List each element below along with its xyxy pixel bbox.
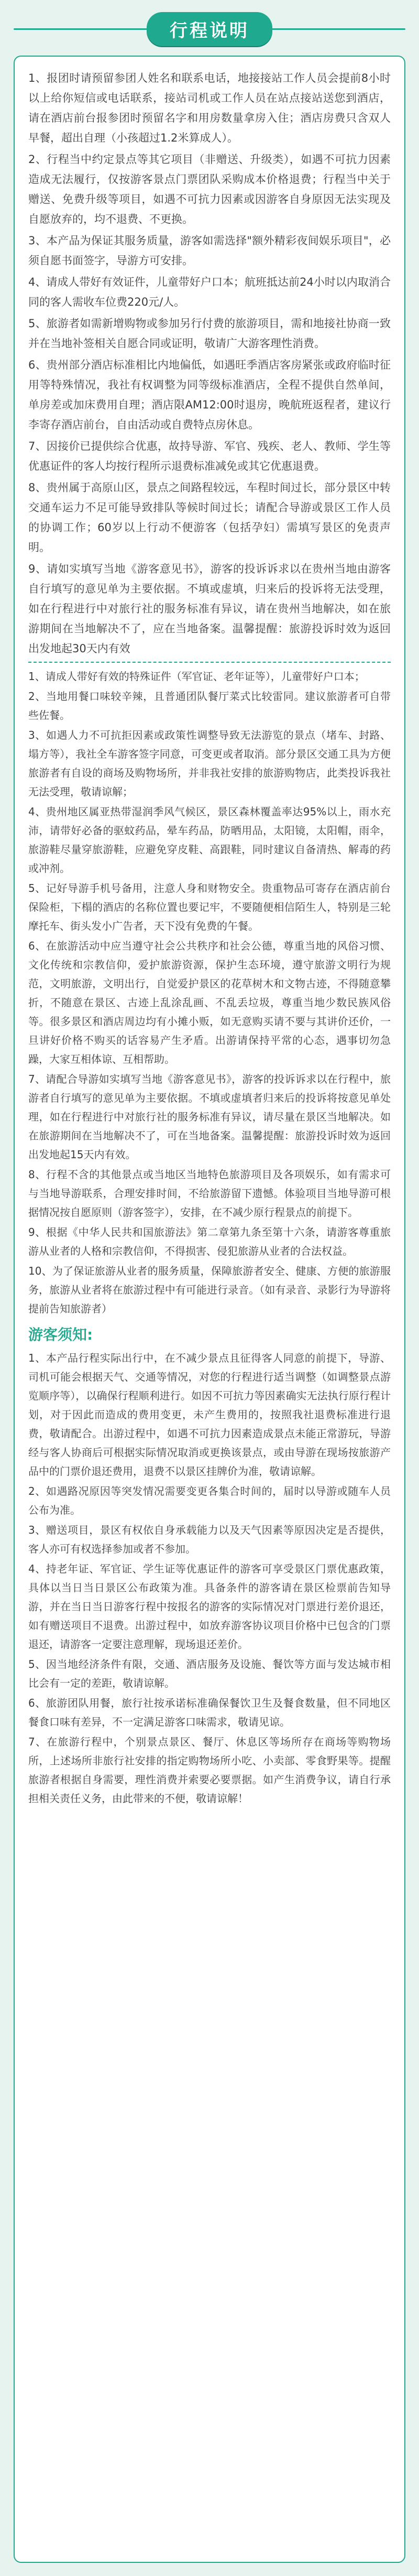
subnote-item: 10、为了保证旅游从业者的服务质量，保障旅游者安全、健康、方便的旅游服务，旅游从业者将在旅游过程中有可能进行录音。（如有录音、录影行为导游将提前告知旅游者） <box>28 1265 391 1315</box>
subnote-item: 7、请配合导游如实填写当地《游客意见书》，游客的投诉诉求以在行程中，旅游者自行填写的意见单为主要依据。不填或虚填者归来后的投诉将按意见单处理，如在行程进行中对旅行社的服务标准有异议，请尽量在景区当地解决。如在旅游期间在当地解决不了，可在当地备案。温馨提醒：旅游投诉时效为返回出发地起15天内有效。 <box>28 1073 391 1161</box>
subnote-item: 6、在旅游活动中应当遵守社会公共秩序和社会公德，尊重当地的风俗习惯、文化传统和宗教信仰，爱护旅游资源，保护生态环境，遵守旅游文明行为规范，文明旅游，文明出行，自觉爱护景区的花草树木和文物古迹，不得随意攀折，不随意在景区、古迹上乱涂乱画、不乱丢垃圾，尊重当地少数民族风俗等。很多景区和酒店周边均有小摊小贩，如无意购买请不要与其讲价还价，一旦讲好价格不购买的话容易产生矛盾。出游请保持平常的心态，遇事切勿急躁，大家互相体谅、互相帮助。 <box>28 940 391 1065</box>
tip-item: 6、旅游团队用餐，旅行社按承诺标准确保餐饮卫生及餐食数量，但不同地区餐食口味有差异，不一定满足游客口味需求，敬请见谅。 <box>28 1697 391 1728</box>
itinerary-card <box>14 56 405 2563</box>
subnote-item: 5、记好导游手机号备用，注意人身和财物安全。贵重物品可寄存在酒店前台保险柜，下榻的酒店的名称位置也要记牢，不要随便相信陌生人，特别是三轮摩托车、街头发小广告者，天下没有免费的午餐。 <box>28 882 391 932</box>
tip-item: 3、赠送项目，景区有权依自身承载能力以及天气因素等原因决定是否提供，客人亦可有权选择参加或者不参加。 <box>28 1524 391 1555</box>
notice-item: 9、请如实填写当地《游客意见书》，游客的投诉诉求以在贵州当地由游客自行填写的意见单为主要依据。不填或虚填，归来后的投诉将无法受理，如在行程进行中对旅行社的服务标准有异议，请在贵州当地解决，如在旅游期间在当地解决不了，应在当地备案。温馨提醒：旅游投诉时效为返回出发地起30天内有效 <box>28 563 391 655</box>
page-title: 行程说明 <box>147 12 272 46</box>
subnote-item: 8、行程不含的其他景点或当地区当地特色旅游项目及各项娱乐，如有需求可与当地导游联系，合理安排时间，不给旅游留下遗憾。体验项目当地导游可根据情况按自愿原则（游客签字），安排，在不减少原行程景点的前提下。 <box>28 1168 391 1219</box>
notice-item: 6、贵州部分酒店标准相比内地偏低，如遇旺季酒店客房紧张或政府临时征用等特殊情况，我社有权调整为同等级标准酒店，全程不提供自然单间，单房差或加床费用自理；酒店限AM12:00时退房，晚航班返程者，建议行李寄存酒店前台，自由活动或自费特点房休息。 <box>28 359 391 431</box>
section-divider <box>28 662 391 663</box>
notice-item: 7、因接价已提供综合优惠，故持导游、军官、残疾、老人、教师、学生等优惠证件的客人均按行程所示退费标准减免或其它优惠退费。 <box>28 440 391 472</box>
subnote-item: 2、当地用餐口味较辛辣，且普通团队餐厅菜式比较雷同。建议旅游者可自带些佐餐。 <box>28 690 391 721</box>
title-banner <box>14 9 405 48</box>
notice-item: 2、行程当中约定景点等其它项目（非赠送、升级类），如遇不可抗力因素造成无法履行，仅按游客景点门票团队采购成本价格退费；行程当中关于赠送、免费升级等项目，如遇不可抗力因素或因游客自身原因无法实现及自愿放弃的，均不退费、不更换。 <box>28 153 391 225</box>
subnote-item: 3、如遇人力不可抗拒因素或政策性调整导致无法游览的景点（堵车、封路、塌方等），我社全车游客签字同意，可变更或者取消。部分景区交通工具为方便旅游者有自设的商场及购物场所，并非我社安排的旅游购物店，此类投诉我社无法受理，敬请谅解； <box>28 729 391 798</box>
notice-item: 5、旅游者如需新增购物或参加另行付费的旅游项目，需和地接社协商一致并在当地补签相关自愿合同或证明，敬请广大游客理性消费。 <box>28 317 391 350</box>
tip-list <box>28 1349 391 1808</box>
notice-item: 4、请成人带好有效证件，儿童带好户口本；航班抵达前24小时以内取消合同的客人需收车位费220元/人。 <box>28 276 391 308</box>
notice-item: 1、报团时请预留参团人姓名和联系电话，地接接站工作人员会提前8小时以上给你短信或电话联系，接站司机或工作人员在站点接站送您到酒店，请在酒店前台报参团时预留名字和用房数量拿房入住；酒店房费只含双人早餐，超出自理（小孩超过1.2米算成人）。 <box>28 72 391 144</box>
subnote-list <box>28 667 391 1318</box>
notice-list <box>28 68 391 659</box>
subnote-item: 4、贵州地区属亚热带湿润季风气候区，景区森林覆盖率达95%以上，雨水充沛，请带好必备的驱蚊药品，晕车药品，防晒用品，太阳镜，太阳帽，雨伞，旅游鞋尽量穿旅游鞋，应避免穿皮鞋、高跟鞋，同时建议自备清热、解毒的药或冲剂。 <box>28 805 391 875</box>
tips-heading: 游客须知: <box>28 1326 93 1343</box>
tip-item: 5、因当地经济条件有限，交通、酒店服务及设施、餐饮等方面与发达城市相比会有一定的差距，敬请谅解。 <box>28 1658 391 1689</box>
tip-item: 1、本产品行程实际出行中，在不减少景点且征得客人同意的前提下，导游、司机可能会根据天气、交通等情况，对您的行程进行适当调整（如调整景点游览顺序等），以确保行程顺利进行。如因不可抗力等因素确实无法执行原行程计划，对于因此而造成的费用变更，未产生费用的，按照我社退费标准进行退费，敬请配合。出游过程中，如遇不可抗力因素造成景点未能正常游玩，导游经与客人协商后可根据实际情况取消或更换该景点，或由导游在现场按旅游产品中的门票价退还费用，退费不以景区挂牌价为准，敬请谅解。 <box>28 1352 391 1478</box>
subnote-item: 1、请成人带好有效的特殊证件（军官证、老年证等），儿童带好户口本； <box>28 670 365 683</box>
subnote-item: 9、根据《中华人民共和国旅游法》第二章第九条至第十六条，请游客尊重旅游从业者的人格和宗教信仰，不得损害、侵犯旅游从业者的合法权益。 <box>28 1226 391 1257</box>
notice-item: 3、本产品为保证其服务质量，游客如需选择"额外精彩夜间娱乐项目"，必须自愿书面签字，导游方可安排。 <box>28 234 391 267</box>
tip-item: 4、持老年证、军官证、学生证等优惠证件的游客可享受景区门票优惠政策，具体以当日当日景区公布政策为准。具备条件的游客请在景区检票前告知导游，并在当日当日游客行程中按报名的游客的实际情况对门票进行差价退还，如有赠送项目不退费。出游过程中，如放弃游客协议项目价格中已包含的门票退还，请游客一定要注意理解，现场退还差价。 <box>28 1562 391 1651</box>
tip-item: 2、如遇路况原因等突发情况需要变更各集合时间的，届时以导游或随车人员公布为准。 <box>28 1485 391 1516</box>
tip-item: 7、在旅游行程中，个别景点景区、餐厅、休息区等场所存在商场等购物场所，上述场所非旅行社安排的指定购物场所小吃、小卖部、零食野果等。提醒旅游者根据自身需要，理性消费并索要必要票据。如产生消费争议，请自行承担相关责任义务，由此带来的不便，敬请谅解！ <box>28 1736 391 1805</box>
notice-item: 8、贵州属于高原山区，景点之间路程较远，车程时间过长，部分景区中转交通车运力不足可能导致排队等候时间过长；请配合导游或景区工作人员的协调工作；60岁以上行动不便游客（包括孕妇）需填写景区的免责声明。 <box>28 481 391 554</box>
